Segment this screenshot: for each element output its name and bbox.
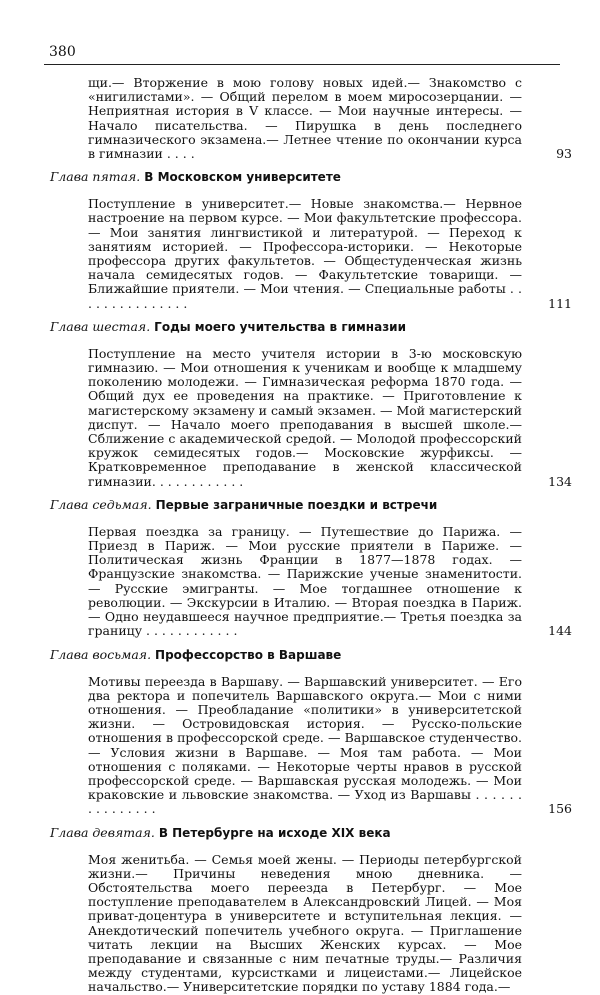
chapter-title: Годы моего учительства в гимназии: [154, 319, 406, 334]
toc-entry-text: Поступление в университет.— Новые знакомства.— Нервное настроение на первом курсе. — Мои факультетские профессора. — Мои занятия лингвистикой и литературой. — Переход к занятиям историей. — Профессора-историки. — Некоторые профессора других факультетов. — Общестуденческая жизнь начала семидесятых годов. — Факультетские товарищи. — Ближайшие приятели. — Мои чтения. — Специальные работы . . . . . . . . . . . . . . .: [88, 196, 522, 311]
toc-page-number: 144: [548, 623, 572, 639]
toc-page-number: 134: [548, 473, 572, 489]
chapter-heading-6: [50, 319, 560, 335]
header-rule: [44, 64, 560, 65]
chapter-label: Глава седьмая.: [50, 496, 152, 512]
chapter-title: Профессорство в Варшаве: [155, 647, 342, 662]
chapter-title: В Московском университете: [144, 170, 341, 185]
chapter-title: Первые заграничные поездки и встречи: [155, 497, 438, 512]
chapter-label: Глава восьмая.: [50, 646, 152, 662]
toc-page-number: 111: [548, 295, 572, 311]
chapter-label: Глава девятая.: [50, 824, 155, 840]
page-number: 380: [49, 44, 76, 60]
chapter-heading-9: [50, 825, 560, 841]
chapter-title: В Петербурге на исходе XIX века: [158, 825, 391, 840]
toc-entry-text: Мотивы переезда в Варшаву. — Варшавский университет. — Его два ректора и попечитель Варшавского округа.— Мои с ними отношения. — Преобладание «политики» в университетской жизни. — Островидовская история. — Русско-польские отношения в профессорской среде. — Варшавское студенчество. — Условия жизни в Варшаве. — Моя там работа. — Мои отношения с поляками. — Некоторые черты нравов в русской профессорской среде. — Варшавская русская молодежь. — Мои краковские и львовские знакомства. — Уход из Варшавы . . . . . . . . . . . . . . .: [88, 673, 522, 817]
toc-entry-chapter-9: [88, 853, 522, 995]
chapter-heading-7: [50, 497, 560, 513]
toc-entry-intro: [88, 75, 572, 162]
chapter-label: Глава шестая.: [50, 318, 151, 334]
toc-entry-chapter-6: [88, 345, 572, 489]
toc-entry-text: Поступление на место учителя истории в 3-ю московскую гимназию. — Мои отношения к ученикам и вообще к младшему поколению молодежи. — Гимназическая реформа 1870 года. — Общий дух ее проведения на практике. — Приготовление к магистерскому экзамену и самый экзамен. — Мой магистерский диспут. — Начало моего преподавания в высшей школе.— Сближение с академической средой. — Молодой профессорский кружок семидесятых годов.— Московские журфиксы. — Кратковременное преподавание в женской классической гимназии. . . . . . . . . . . .: [88, 345, 522, 489]
toc-entry-chapter-8: [88, 673, 572, 817]
toc-page-number: 156: [548, 801, 572, 817]
chapter-label: Глава пятая.: [50, 169, 141, 185]
chapter-heading-8: [50, 647, 560, 663]
toc-page-number: 93: [556, 146, 572, 162]
toc-entry-text: Моя женитьба. — Семья моей жены. — Периоды петербургской жизни.— Причины неведения мною дневника. — Обстоятельства моего переезда в Петербург. — Мое поступление преподавателем в Александровский Лицей. — Моя приват-доцентура в университете и вступительная лекция. — Анекдотический попечитель учебного округа. — Приглашение читать лекции на Высших Женских курсах. — Мое преподавание и связанные с ним печатные труды.— Различия между студентами, курсистками и лицеистами.— Лицейское начальство.— Университетские порядки по уставу 1884 года.—: [88, 851, 522, 995]
chapter-heading-5: [50, 169, 560, 185]
toc-entry-text: Первая поездка за границу. — Путешествие до Парижа. — Приезд в Париж. — Мои русские приятели в Париже. — Политическая жизнь Франции в 1877—1878 годах. — Французские знакомства. — Парижские ученые знаменитости. — Русские эмигранты. — Мое тогдашнее отношение к революции. — Экскурсии в Италию. — Вторая поездка в Париж. — Одно неудавшееся научное предприятие.— Третья поездка за границу . . . . . . . . . . . .: [88, 523, 522, 639]
table-of-contents: [50, 75, 572, 995]
toc-entry-text: щи.— Вторжение в мою голову новых идей.— Знакомство с «нигилистами». — Общий перелом в моем миросозерцании. — Неприятная история в V классе. — Мои научные интересы. — Начало писательства. — Пирушка в день последнего гимназического экзамена.— Летнее чтение по окончании курса в гимназии . . . .: [88, 75, 522, 162]
toc-entry-chapter-5: [88, 196, 572, 311]
toc-entry-chapter-7: [88, 523, 572, 639]
